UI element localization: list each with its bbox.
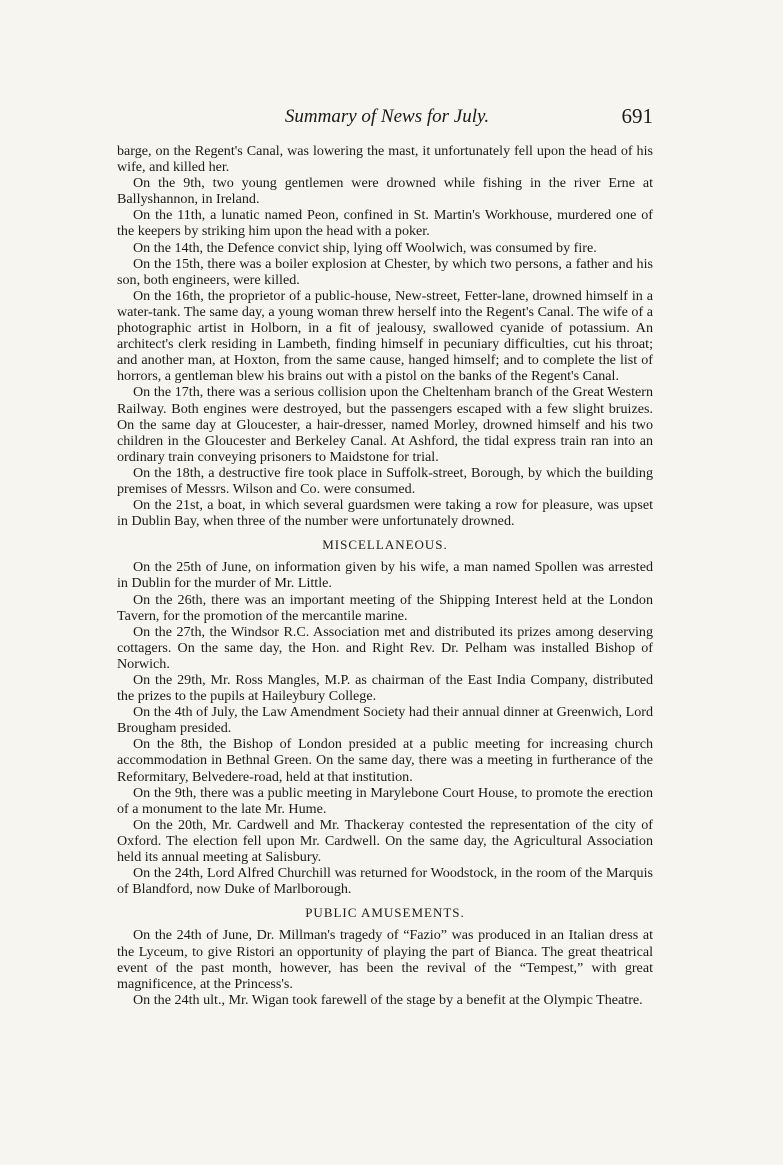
page-number: 691: [621, 104, 653, 128]
paragraph: On the 24th, Lord Alfred Churchill was returned for Woodstock, in the room of the Marquis of Blandford, now Duke of Marlborough.: [117, 865, 653, 898]
paragraph: On the 20th, Mr. Cardwell and Mr. Thackeray contested the representation of the city of Oxford. The election fell upon Mr. Cardwell. On the same day, the Agricultural Association held its annual meeting at Salisbury.: [117, 816, 653, 866]
paragraph: On the 9th, there was a public meeting in Marylebone Court House, to promote the erection of a monument to the late Mr. Hume.: [117, 784, 653, 817]
paragraph: On the 15th, there was a boiler explosion at Chester, by which two persons, a father and his son, both engineers, were killed.: [117, 255, 653, 288]
paragraph: On the 26th, there was an important meeting of the Shipping Interest held at the London Tavern, for the promotion of the mercantile marine.: [117, 591, 653, 624]
paragraph: On the 4th of July, the Law Amendment Society had their annual dinner at Greenwich, Lord Brougham presided.: [117, 704, 653, 737]
running-head: [117, 104, 657, 132]
article-body: [117, 143, 653, 1008]
paragraph: On the 17th, there was a serious collision upon the Cheltenham branch of the Great Western Railway. Both engines were destroyed, but the passengers escaped with a few slight bruizes. On the same day at Gloucester, a hair-dresser, named Morley, drowned himself and his two children in the Gloucester and Berkeley Canal. At Ashford, the tidal express train ran into an ordinary train conveying prisoners to Maidstone for trial.: [117, 384, 653, 465]
paragraph: On the 14th, the Defence convict ship, lying off Woolwich, was consumed by fire.: [133, 239, 597, 256]
running-title: Summary of News for July.: [284, 106, 490, 127]
paragraph: On the 8th, the Bishop of London presided at a public meeting for increasing church accommodation in Bethnal Green. On the same day, there was a meeting in furtherance of the Reformitary, Belvedere-road, held at that institution.: [117, 736, 653, 785]
paragraph: On the 11th, a lunatic named Peon, confined in St. Martin's Workhouse, murdered one of the keepers by striking him upon the head with a poker.: [117, 207, 653, 240]
section-heading-miscellaneous: MISCELLANEOUS.: [322, 537, 448, 553]
paragraph: On the 18th, a destructive fire took place in Suffolk-street, Borough, by which the building premises of Messrs. Wilson and Co. were consumed.: [117, 464, 653, 497]
paragraph: On the 9th, two young gentlemen were drowned while fishing in the river Erne at Ballyshannon, in Ireland.: [117, 175, 653, 208]
paragraph: On the 16th, the proprietor of a public-house, New-street, Fetter-lane, drowned himself in a water-tank. The same day, a young woman threw herself into the Regent's Canal. The wife of a photographic artist in Holborn, in a fit of jealousy, swallowed cyanide of potassium. An architect's clerk residing in Lambeth, finding himself in pecuniary difficulties, cut his throat; and another man, at Hoxton, from the same cause, hanged himself; and to complete the list of horrors, a gentleman blew his brains out with a pistol on the banks of the Regent's Canal.: [117, 287, 653, 385]
paragraph: On the 24th ult., Mr. Wigan took farewell of the stage by a benefit at the Olympic Theatre.: [133, 991, 643, 1008]
paragraph: On the 29th, Mr. Ross Mangles, M.P. as chairman of the East India Company, distributed the prizes to the pupils at Haileybury College.: [117, 672, 653, 705]
section-heading-public-amusements: PUBLIC AMUSEMENTS.: [305, 905, 465, 921]
paragraph: On the 21st, a boat, in which several guardsmen were taking a row for pleasure, was upset in Dublin Bay, when three of the number were unfortunately drowned.: [117, 497, 653, 530]
paragraph: On the 24th of June, Dr. Millman's tragedy of “Fazio” was produced in an Italian dress at the Lyceum, to give Ristori an opportunity of playing the part of Bianca. The great theatrical event of the past month, however, has been the revival of the “Tempest,” with great magnificence, at the Princess's.: [117, 927, 653, 992]
paragraph: barge, on the Regent's Canal, was lowering the mast, it unfortunately fell upon the head of his wife, and killed her.: [117, 143, 653, 176]
paragraph: On the 25th of June, on information given by his wife, a man named Spollen was arrested in Dublin for the murder of Mr. Little.: [117, 559, 653, 592]
paragraph: On the 27th, the Windsor R.C. Association met and distributed its prizes among deserving cottagers. On the same day, the Hon. and Right Rev. Dr. Pelham was installed Bishop of Norwich.: [117, 623, 653, 672]
